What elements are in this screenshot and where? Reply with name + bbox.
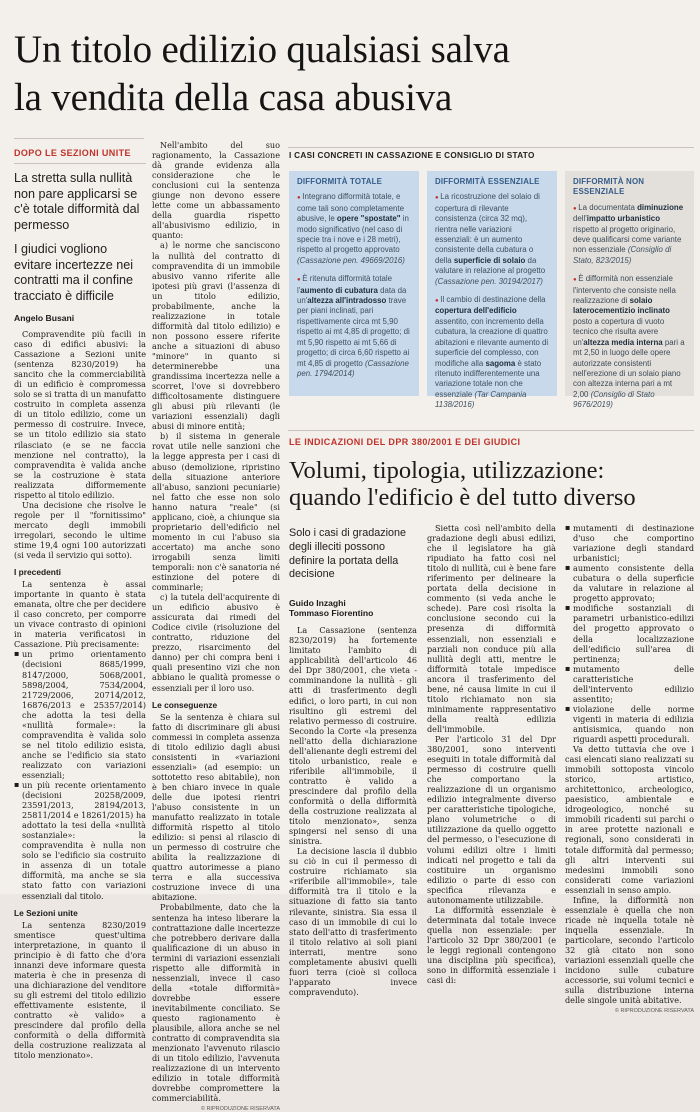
article-column-1 <box>14 148 146 1061</box>
article-paragraph: La Cassazione (sentenza 8230/2019) ha fortemente limitato l'ambito di applicabilità dell'articolo 46 del Dpr 380/2001, che vieta - comminandone la nullità - gli atti di trasferimento degli edifici, o loro parti, in cui non risultino gli estremi del relativo permesso di costruire. Secondo la Corte «la presenza nell'atto della dichiarazione dell'alienante degli estremi del titolo urbanistico, reale e riferibile all'immobile, il contratto è valido a prescindere dal profilo della conformità o della difformità della costruzione realizzata al titolo menzionato», senza spingersi nel senso di una sinistra. <box>289 625 417 847</box>
article-paragraph: Se la sentenza è chiara sul fatto di discriminare gli abusi commessi in completa assenza di titolo edilizio dagli abusi consistenti in «variazioni essenziali» (ad esempio: un sottotetto reso abitabile), non è ben chiaro invece in quale delle due ipotesi rientri l'abuso consistente in un manufatto realizzato in totale difformità rispetto al titolo edilizio: si pensi al rilascio di un permesso di costruire che abilita la realizzazione di quattro autorimesse a piano terra e alla successiva costruzione invece di una abitazione. <box>152 711 280 903</box>
bullet-paragraph: ▪ violazione delle norme vigenti in materia di edilizia antisismica, quando non riguardi aspetti procedurali. <box>565 704 694 744</box>
bullet-icon: ● <box>297 195 303 202</box>
article-paragraph: Per l'articolo 31 del Dpr 380/2001, sono interventi eseguiti in totale difformità dal permesso di costruire quelli che comportano la realizzazione di un organismo edilizio integralmente diverso per caratteristiche tipologiche, plano volumetriche o di utilizzazione da quello oggetto del permesso, o l'esecuzione di volumi edilizi oltre i limiti indicati nel progetto e tali da costituire un organismo edilizio o parte di esso con specifica rilevanza e autonomamente utilizzabile. <box>427 733 556 905</box>
case-item: ● È ritenuta difformità totale l'aumento di cubatura data da un'altezza all'intradosso trave per piani inclinati, pari rispettivamente circa mt 5,90 rispetto ai mt 4,85 di progetto; di mt 5,90 rispetto ai mt 5,66 di progetto; di circa 6,60 rispetto ai mt 4,85 di progetto (Cassazione pen. 1794/2014) <box>297 274 410 378</box>
subheading-precedenti: I precedenti <box>14 567 62 578</box>
main-headline <box>14 26 694 122</box>
bullet-paragraph: ▪ aumento consistente della cubatura o della superficie da valutare in relazione al progetto approvato; <box>565 563 694 603</box>
bullet-icon: ● <box>573 277 579 284</box>
case-card-difformita-non-essenziale <box>565 171 694 410</box>
second-headline-line-2: quando l'edificio è del tutto diverso <box>289 484 636 511</box>
section-kicker: DOPO LE SEZIONI UNITE <box>14 148 131 158</box>
second-summary: Solo i casi di gradazione degli illeciti possono definire la portata della decisione <box>289 527 407 581</box>
article-summary-2: I giudici vogliono evitare incertezze nei contratti ma il confine tracciato è difficile <box>14 242 134 303</box>
bullet-icon: ● <box>435 298 441 305</box>
second-author-2: Tommaso Fiorentino <box>289 608 374 619</box>
article-paragraph: b) il sistema in generale rovat utile nelle sanzioni che la legge appresta per i casi di abuso (demolizione, ripristino della situazione anteriore all'abuso, sanzioni pecuniarie) nel fatto che esse non solo hanno natura "reale" (si applicano, cioè, a chiunque sia proprietario dell'edificio nel momento in cui l'abuso sia accertato) ma anche sono irrogabili senza limiti temporali: non c'è sanatoria né estinzione del potere di comminarle; <box>152 431 280 593</box>
bullet-paragraph: ▪ mutamenti di destinazione d'uso che comportino variazione degli standard urbanistici; <box>565 523 694 563</box>
case-item: ● La ricostruzione del solaio di copertura di rilevante consistenza (circa 32 mq), rientra nelle variazioni essenziali: è un aumento consistente della cubatura o della superficie di solaio da valutare in relazione al progetto (Cassazione pen. 30194/2017) <box>435 192 546 286</box>
article-paragraph: Infine, la difformità non essenziale è quella che non ricade nè inquella totale nè inquella essenziale. In particolare, secondo l'articolo 32 già citato non sono variazioni essenziali quelle che incidono sulle cubature accessorie, sui volumi tecnici e sulla distribuzione interna delle singole unità abitative. <box>565 894 694 1006</box>
second-author-1: Guido Inzaghi <box>289 598 346 609</box>
bullet-icon: ● <box>297 277 303 284</box>
article-paragraph: La sentenza 8230/2019 smentisce quest'ultima interpretazione, in quanto il principio è di fatto che d'ora innanzi deve informare questa materia è che in presenza di una dichiarazione del venditore su gli estremi del titolo edilizio effettivamente esistente, il contratto «è valido» a prescindere dal profilo della conformità o della difformità della costruzione realizzata al titolo menzionato». <box>14 919 146 1061</box>
card-heading: DIFFORMITÀ ESSENZIALE <box>435 177 540 186</box>
second-article-rule <box>288 430 694 431</box>
box-title: I CASI CONCRETI IN CASSAZIONE E CONSIGLIO DI STATO <box>289 151 535 160</box>
case-card-difformita-totale <box>289 171 419 396</box>
article-paragraph: Va detto tuttavia che ove i casi elencati siano realizzati su immobili sottoposta vincolo storico, artistico, architettonico, archeologico, paesistico, ambientale e idrogeologico, nonché su immobili ricadenti sui parchi o in aree protette nazionali e regionali, sono considerati in totale difformità dal permesso; gli altri interventi sui medesimi immobili sono considerati come variazioni essenziali in senso ampio. <box>565 744 694 895</box>
case-item: ● È difformità non essenziale l'intervento che consiste nella realizzazione di solaio laterocementizio inclinato posto a copertura di vuoto tecnico che risulta avere un'altezza media interna pari a mt 2,50 in luogo delle opere autorizzate consistenti nell'erezione di un solaio piano con altezza interna pari a mt 2,00 (Consiglio di Stato 9676/2019) <box>573 274 685 410</box>
case-item: ● Integrano difformità totale, e come tali sono completamente abusive, le opere "spostate" in modo significativo (nel caso di specie tra i nove e i 28 metri), rispetto al progetto approvato (Cassazione pen. 49669/2016) <box>297 192 409 265</box>
article-paragraph: Nell'ambito del suo ragionamento, la Cassazione dà grande evidenza alla considerazione che le conclusioni cui la sentenza giunge non devono essere lette come un abbassamento della guardia rispetto all'abusivismo edilizio, in quanto: <box>152 140 280 241</box>
second-column-1 <box>289 527 417 997</box>
bullet-icon: ● <box>573 205 579 212</box>
copyright-note: © RIPRODUZIONE RISERVATA <box>614 1008 694 1015</box>
second-column-3 <box>565 523 694 1015</box>
second-headline-line-1: Volumi, tipologia, utilizzazione: <box>289 457 605 484</box>
case-item: ● La documentata diminuzione dell'impatto urbanistico rispetto al progetto originario, deve qualificarsi come variante non essenziale (Consiglio di Stato, 823/2015) <box>573 202 684 265</box>
kicker-divider <box>14 163 146 164</box>
article-paragraph: La difformità essenziale è determinata dal totale invece quella non essenziale: per l'articolo 32 Dpr 380/2001 (e le leggi regionali contengono una disciplina più specifica), sono in difformità essenziale i casi di: <box>427 904 556 986</box>
subheading-sezioni-unite: Le Sezioni unite <box>14 907 78 918</box>
bullet-icon: ● <box>435 195 441 202</box>
headline-line-2: la vendita della casa abusiva <box>14 76 453 119</box>
article-paragraph: Una decisione che risolve le regole per il "fornitissimo" mercato degli immobili irregolari, secondo le ultime stime 19,4 ogni 100 autorizzati (si veda il servizio qui sotto). <box>14 499 146 561</box>
author-byline: Angelo Busani <box>14 313 75 323</box>
card-heading: DIFFORMITÀ TOTALE <box>297 177 383 186</box>
bullet-paragraph: ▪ mutamento delle caratteristiche dell'intervento edilizio assentito; <box>565 664 694 704</box>
second-column-2 <box>427 523 556 986</box>
article-paragraph: La sentenza è assai importante in quanto è stata emanata, oltre che per decidere il caso concreto, per comporre un vivace contrasto di opinioni in materia verificatosi in Cassazione. Più precisamente: <box>14 579 146 650</box>
kicker-rule <box>14 138 144 139</box>
article-paragraph: Sietta così nell'ambito della gradazione degli abusi edilizi, che il legislatore ha già ripudiato ha fatto così nel titolo di nullità, cui è bene fare riferimento per delineare la portata della decisione in commento (si veda anche le schede). Pare così risolta la conclusione secondo cui la presenza di difformità essenziali, non essenziali e parziali non conduce più alla nullità degli atti, mentre le difformità totale impedisce ancora il trasferimento del bene, né causa limite in cui il titolo richiamato non sia minimamente rappresentativo della realtà edilizia dell'immobile. <box>427 523 556 734</box>
card-heading: DIFFORMITÀ NON ESSENZIALE <box>573 177 645 197</box>
article-paragraph: Probabilmente, dato che la sentenza ha inteso liberare la contrattazione dalle incertezze che potrebbero derivare dalla qualificazione di un abuso in termini di variazioni essenziali rispetto alle difformità in nessenziali, invece il caso della «totale difformità» dovrebbe essere inevitabilmente conciliato. Se questo ragionamento è plausibile, allora anche se nel contratto di compravendita sia menzionato l'avvenuto rilascio di un titolo edilizio, l'avvenuta realizzazione di un intervento edilizio in totale difformità dovrebbe compromettere la commerciabilità. <box>152 902 280 1104</box>
article-summary-1: La stretta sulla nullità non pare applicarsi se c'è totale difformità dal permesso <box>14 171 140 232</box>
case-item: ● Il cambio di destinazione della copertura dell'edificio assentito, con incremento della cubatura, la creazione di quattro abitazioni e rilevante aumento di superficie del complesso, con modifiche alla sagoma è stato ritenuto indifferentemente una variazione totale non che essenziale (Tar Campania 1138/2016) <box>435 295 549 410</box>
bullet-paragraph: ▪ un più recente orientamento (decisioni 20258/2009, 23591/2013, 28194/2013, 25811/2014 e 18261/2015) ha adottato la tesi della «nullità sostanziale»: la compravendita è nulla non solo se l'edificio sia costruito in assenza di un totale difformità, ma anche se sia stato fatto con variazioni essenziali dal titolo. <box>14 780 146 901</box>
subheading-conseguenze: Le conseguenze <box>152 699 218 710</box>
bullet-paragraph: ▪ modifiche sostanziali di parametri urbanistico-edilizi del progetto approvato o della localizzazione dell'edificio sull'area di pertinenza; <box>565 603 694 663</box>
second-kicker: LE INDICAZIONI DEL DPR 380/2001 E DEI GIUDICI <box>289 437 521 447</box>
case-card-difformita-essenziale <box>427 171 557 410</box>
article-paragraph: Compravendite più facili in caso di edifici abusivi: la Cassazione a Sezioni unite (sentenza 8230/2019) ha sancito che la commerciabilità di un edificio è compromessa solo se si tratta di un manufatto costruito in completa assenza di un titolo edilizio, come un permesso di costruire. Invece, se un titolo edilizio sia stato rilasciato (e se ne faccia menzione nel contratto), la compravendita è valida anche se la costruzione è stata realizzata difformemente rispetto al titolo edilizio. <box>14 329 146 500</box>
article-paragraph: La decisione lascia il dubbio su ciò in cui il permesso di costruire richiamato sia «riferibile all'immobile», tale difformità tra il titolo e la situazione di fatto sia tanto rilevante, sinistra. Sia essa il caso di un immobile di cui lo stato dell'atto di trasferimento il titolo relativo ai soli piani interrati, mentre sono completamente abusivi quelli fuori terra (cioè si colloca l'apparato invece compravenduto). <box>289 846 417 997</box>
box-top-rule <box>288 147 694 148</box>
bullet-paragraph: ▪ un primo orientamento (decisioni 8685/1999, 8147/2000, 5068/2001, 5898/2004, 7534/2004, 21729/2006, 20714/2012, 16876/2013 e 25357/2014) che adotta la tesi della «nullità formale»: la compravendita è valida solo se nel titolo edilizio esista, anche se l'edificio sia stato realizzato con variazioni essenziali; <box>14 649 146 780</box>
second-headline <box>289 457 695 511</box>
headline-line-1: Un titolo edilizio qualsiasi salva <box>14 28 510 71</box>
article-column-2 <box>152 140 280 1112</box>
copyright-note: © RIPRODUZIONE RISERVATA <box>200 1106 280 1112</box>
article-paragraph: a) le norme che sanciscono la nullità del contratto di compravendita di un immobile abusivo vanno riferite alle ipotesi più gravi (l'assenza di un titolo edilizio, probabilmente, anche la realizzazione in totale difformità dal titolo edilizio) e non possono essere riferite anche a situazioni di abuso "minore" in quanto si determinerebbe una grandissima incertezza nelle a scorret, l'ove si dovrebbero difficoltosamente distinguere gli abusi più rilevanti (le variazioni essenziali) dagli abusi di minore entità; <box>152 240 280 432</box>
article-paragraph: c) la tutela dell'acquirente di un edificio abusivo è assicurata dai rimedi del Codice civile (risoluzione del contratto, riduzione del prezzo, risarcimento del danno) per chi compra beni i quali presentino vizi che non abbiano le qualità promesse o essenziali per il loro uso. <box>152 592 280 693</box>
